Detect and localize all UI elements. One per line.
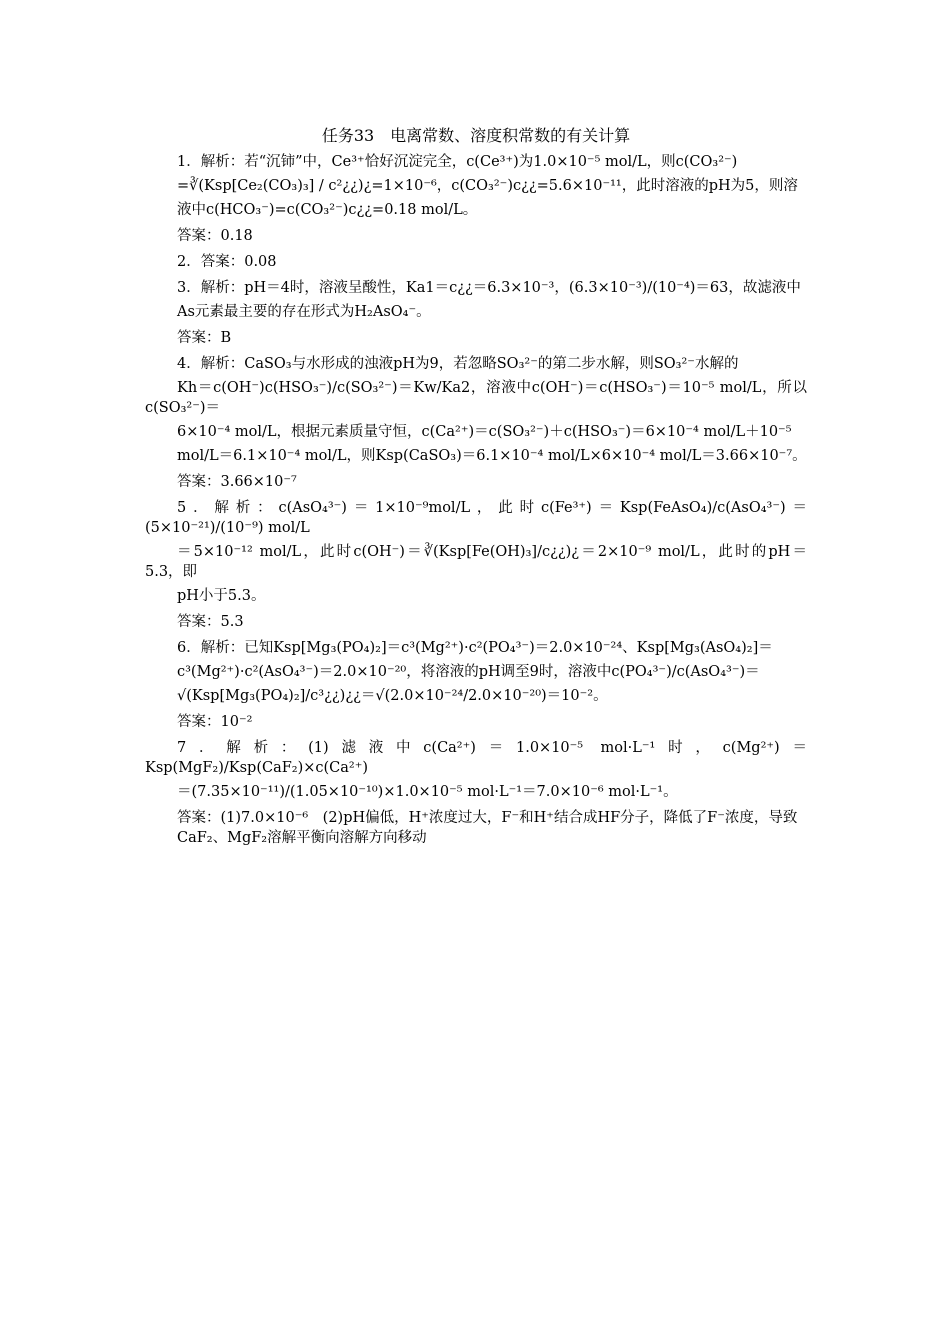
text-line: 5．解析：c(AsO₄³⁻)＝1×10⁻⁹mol/L，此时c(Fe³⁺)＝Ksp(FeAsO₄)/c(AsO₄³⁻)＝(5×10⁻²¹)/(10⁻⁹) mol/L <box>145 500 807 536</box>
text-line: Kh＝c(OH⁻)c(HSO₃⁻)/c(SO₃²⁻)＝Kw/Ka2，溶液中c(OH⁻)＝c(HSO₃⁻)＝10⁻⁵ mol/L，所以c(SO₃²⁻)＝ <box>145 380 807 416</box>
text-line: 3．解析：pH＝4时，溶液呈酸性，Ka1＝c¿¿＝6.3×10⁻³，(6.3×10⁻³)/(10⁻⁴)＝63，故滤液中 <box>177 280 801 296</box>
text-line: 液中c(HCO₃⁻)=c(CO₃²⁻)c¿¿=0.18 mol/L。 <box>177 202 478 218</box>
item-7 <box>145 738 807 848</box>
text-line: As元素最主要的存在形式为H₂AsO₄⁻。 <box>177 304 431 320</box>
answer: 答案：(1)7.0×10⁻⁶ (2)pH偏低，H⁺浓度过大，F⁻和H⁺结合成HF分子，降低了F⁻浓度，导致CaF₂、MgF₂溶解平衡向溶解方向移动 <box>177 810 798 846</box>
answer: 答案：5.3 <box>177 614 244 630</box>
text-line: ＝(7.35×10⁻¹¹)/(1.05×10⁻¹⁰)×1.0×10⁻⁵ mol·L⁻¹＝7.0×10⁻⁶ mol·L⁻¹。 <box>177 784 678 800</box>
text-line: pH小于5.3。 <box>177 588 266 604</box>
text-line: ＝5×10⁻¹² mol/L，此时c(OH⁻)＝∛(Ksp[Fe(OH)₃]/c¿¿)¿＝2×10⁻⁹ mol/L，此时的pH＝5.3，即 <box>145 544 807 580</box>
text-line: 6．解析：已知Ksp[Mg₃(PO₄)₂]＝c³(Mg²⁺)·c²(PO₄³⁻)＝2.0×10⁻²⁴、Ksp[Mg₃(AsO₄)₂]＝ <box>177 640 773 656</box>
answer: 答案：B <box>177 330 232 346</box>
text-line: mol/L＝6.1×10⁻⁴ mol/L，则Ksp(CaSO₃)＝6.1×10⁻⁴ mol/L×6×10⁻⁴ mol/L＝3.66×10⁻⁷。 <box>177 448 807 464</box>
item-3 <box>145 278 807 348</box>
answer: 答案：3.66×10⁻⁷ <box>177 474 297 490</box>
item-5 <box>145 498 807 632</box>
item-2 <box>145 252 807 272</box>
text-line: =∛(Ksp[Ce₂(CO₃)₃] / c²¿¿)¿=1×10⁻⁶，c(CO₃²⁻)c¿¿=5.6×10⁻¹¹，此时溶液的pH为5，则溶 <box>177 178 798 194</box>
item-4 <box>145 354 807 492</box>
answer: 答案：0.18 <box>177 228 253 244</box>
answer: 2．答案：0.08 <box>177 254 277 270</box>
text-line: 1．解析：若“沉铈”中，Ce³⁺恰好沉淀完全，c(Ce³⁺)为1.0×10⁻⁵ mol/L，则c(CO₃²⁻) <box>177 154 738 170</box>
item-1 <box>145 152 807 246</box>
content-area <box>145 118 807 854</box>
text-line: 6×10⁻⁴ mol/L，根据元素质量守恒，c(Ca²⁺)＝c(SO₃²⁻)＋c(HSO₃⁻)＝6×10⁻⁴ mol/L＋10⁻⁵ <box>177 424 792 440</box>
text-line: 7．解析：(1)滤液中c(Ca²⁺)＝1.0×10⁻⁵ mol·L⁻¹时，c(Mg²⁺)＝Ksp(MgF₂)/Ksp(CaF₂)×c(Ca²⁺) <box>145 740 807 776</box>
answer: 答案：10⁻² <box>177 714 253 730</box>
item-6 <box>145 638 807 732</box>
text-line: √(Ksp[Mg₃(PO₄)₂]/c³¿¿)¿¿＝√(2.0×10⁻²⁴/2.0×10⁻²⁰)＝10⁻²。 <box>177 688 608 704</box>
page-title: 任务33 电离常数、溶度积常数的有关计算 <box>321 126 631 145</box>
text-line: 4．解析：CaSO₃与水形成的浊液pH为9，若忽略SO₃²⁻的第二步水解，则SO₃²⁻水解的 <box>177 356 739 372</box>
text-line: c³(Mg²⁺)·c²(AsO₄³⁻)＝2.0×10⁻²⁰，将溶液的pH调至9时，溶液中c(PO₄³⁻)/c(AsO₄³⁻)＝ <box>177 664 760 680</box>
